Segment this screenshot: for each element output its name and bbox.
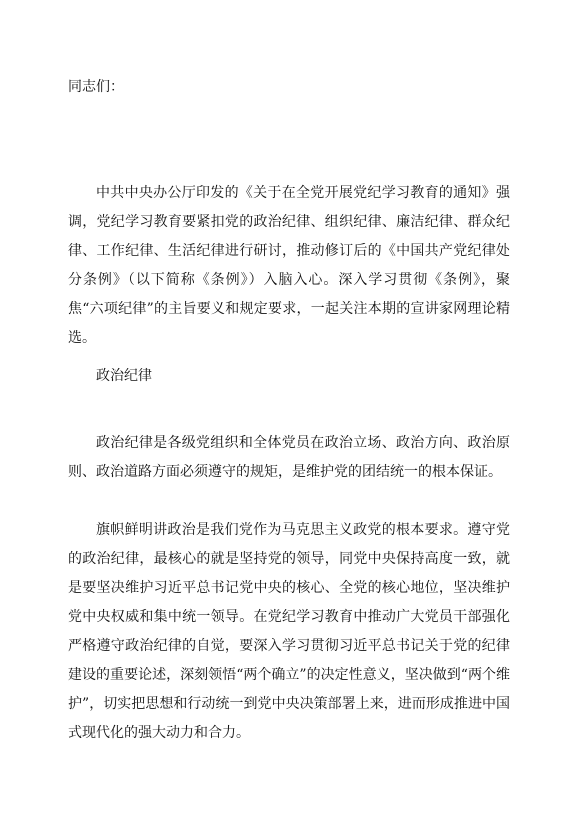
body-paragraph: 旗帜鲜明讲政治是我们党作为马克思主义政党的根本要求。遵守党的政治纪律，最核心的就是坚持党的领导，同党中央保持高度一致，就是要坚决维护习近平总书记党中央的核心、全党的核心地位，坚决维护党中央权威和集中统一领导。在党纪学习教育中推动广大党员干部强化严格遵守政治纪律的自觉，要深入学习贯彻习近平总书记关于党的纪律建设的重要论述，深刻领悟“两个确立”的决定性意义，坚决做到“两个维护”，切实把思想和行动统一到党中央决策部署上来，进而形成推进中国式现代化的强大动力和合力。 xyxy=(68,522,510,741)
intro-paragraph: 中共中央办公厅印发的《关于在全党开展党纪学习教育的通知》强调，党纪学习教育要紧扣党的政治纪律、组织纪律、廉洁纪律、群众纪律、工作纪律、生活纪律进行研讨，推动修订后的《中国共产党纪律处分条例》（以下简称《条例》）入脑入心。深入学习贯彻《条例》，聚焦“六项纪律”的主旨要义和规定要求，一起关注本期的宣讲家网理论精选。 xyxy=(68,185,510,346)
section-heading: 政治纪律 xyxy=(96,368,152,384)
salutation: 同志们： xyxy=(68,79,124,95)
definition-paragraph: 政治纪律是各级党组织和全体党员在政治立场、政治方向、政治原则、政治道路方面必须遵守的规矩，是维护党的团结统一的根本保证。 xyxy=(68,435,510,480)
